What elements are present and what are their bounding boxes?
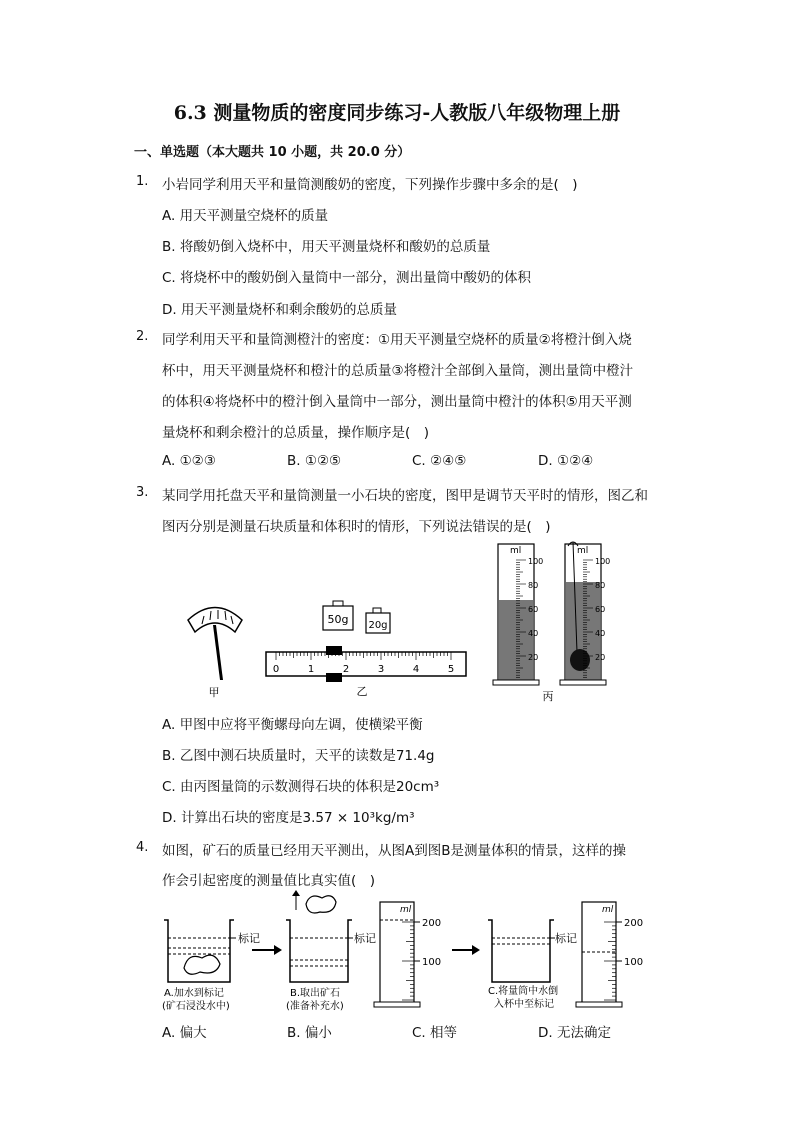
- cylinder-before: [493, 544, 543, 685]
- question-number: 2.: [136, 329, 149, 344]
- option-c: C. ②④⑤: [412, 453, 467, 469]
- svg-text:20g: 20g: [368, 620, 388, 631]
- question-text: 作会引起密度的测量值比真实值( ): [162, 873, 376, 889]
- question-text: 如图，矿石的质量已经用天平测出，从图A到图B是测量体积的情景，这样的操: [162, 843, 626, 859]
- label-jia: 甲: [208, 686, 220, 699]
- question-text: 小岩同学利用天平和量筒测酸奶的密度，下列操作步骤中多余的是( ): [162, 177, 578, 193]
- question-text: 某同学用托盘天平和量筒测量一小石块的密度，图甲是调节天平时的情形，图乙和: [162, 488, 648, 504]
- option-a: A. 用天平测量空烧杯的质量: [162, 208, 329, 224]
- svg-text:100: 100: [422, 957, 442, 968]
- svg-text:100: 100: [624, 957, 644, 968]
- beaker-c: [488, 920, 577, 1010]
- cylinder-tick-label: 20: [528, 653, 539, 662]
- question-text: 的体积④将烧杯中的橙汁倒入量筒中一部分，测出量筒中橙汁的体积⑤用天平测: [162, 394, 632, 410]
- svg-text:(矿石浸没水中): (矿石浸没水中): [162, 1001, 230, 1012]
- scale-tick-label: 3: [377, 664, 385, 675]
- svg-text:200: 200: [422, 918, 442, 929]
- cylinder-with-stone: [560, 542, 610, 685]
- beaker-a: [162, 920, 260, 1012]
- question-text: 杯中，用天平测量烧杯和橙汁的总质量③将橙汁全部倒入量筒，测出量筒中橙汁: [162, 363, 634, 379]
- svg-text:A.加水到标记: A.加水到标记: [164, 988, 224, 999]
- scale-tick-label: 0: [272, 664, 280, 675]
- option-a: A. 甲图中应将平衡螺母向左调，使横梁平衡: [162, 717, 423, 733]
- svg-text:ml: ml: [602, 905, 614, 915]
- option-b: B. 将酸奶倒入烧杯中，用天平测量烧杯和酸奶的总质量: [162, 239, 491, 255]
- option-d: D. 用天平测量烧杯和剩余酸奶的总质量: [162, 302, 397, 318]
- svg-text:B.取出矿石: B.取出矿石: [290, 988, 341, 999]
- svg-text:200: 200: [624, 918, 644, 929]
- option-d: D. ①②④: [538, 453, 594, 469]
- cylinder-tick-label: 60: [595, 605, 606, 614]
- option-d: D. 计算出石块的密度是3.57 × 10³kg/m³: [162, 810, 415, 826]
- option-c: C. 相等: [412, 1025, 458, 1041]
- svg-text:入杯中至标记: 入杯中至标记: [494, 999, 554, 1010]
- svg-text:ml: ml: [577, 546, 589, 556]
- svg-text:C.将量筒中水倒: C.将量筒中水倒: [488, 986, 559, 997]
- svg-text:ml: ml: [510, 546, 522, 556]
- cylinder-tick-label: 100: [528, 557, 544, 566]
- scale-tick-label: 4: [412, 664, 420, 675]
- option-a: A. ①②③: [162, 453, 216, 469]
- beaker-b: [286, 890, 376, 1012]
- section-heading: 一、单选题（本大题共 10 小题，共 20.0 分）: [134, 145, 411, 160]
- question-number: 3.: [136, 485, 149, 500]
- cylinder-tick-label: 40: [528, 629, 539, 638]
- cylinder-tick-label: 60: [528, 605, 539, 614]
- scale-tick-label: 1: [307, 664, 315, 675]
- question-text: 同学利用天平和量筒测橙汁的密度：①用天平测量空烧杯的质量②将橙汁倒入烧: [162, 332, 632, 348]
- svg-text:标记: 标记: [354, 932, 376, 945]
- figure-balance-cylinder: [180, 540, 620, 705]
- scale-tick-label: 2: [342, 664, 350, 675]
- weight-50g: [323, 601, 353, 630]
- cylinder-2: [576, 902, 643, 1007]
- question-number: 4.: [136, 840, 149, 855]
- arrow-right-icon: [252, 945, 282, 955]
- ore-stone: [184, 955, 220, 974]
- cylinder-tick-label: 80: [595, 581, 606, 590]
- balance-pointer-diagram: [188, 608, 242, 681]
- beam-scale: [266, 646, 466, 682]
- svg-text:标记: 标记: [238, 932, 260, 945]
- cylinder-tick-label: 20: [595, 653, 606, 662]
- cylinder-tick-label: 100: [595, 557, 611, 566]
- option-c: C. 将烧杯中的酸奶倒入量筒中一部分，测出量筒中酸奶的体积: [162, 270, 532, 286]
- label-yi: 乙: [356, 685, 368, 698]
- svg-text:标记: 标记: [555, 932, 577, 945]
- cylinder-tick-label: 80: [528, 581, 539, 590]
- svg-text:(准备补充水): (准备补充水): [286, 1001, 344, 1012]
- figure-ore-volume: [150, 890, 670, 1015]
- scale-tick-label: 5: [447, 664, 455, 675]
- cylinder-tick-label: 40: [595, 629, 606, 638]
- cylinder-1: [374, 902, 441, 1007]
- option-b: B. 乙图中测石块质量时，天平的读数是71.4g: [162, 748, 435, 764]
- option-d: D. 无法确定: [538, 1025, 611, 1041]
- question-text: 图丙分别是测量石块质量和体积时的情形，下列说法错误的是( ): [162, 519, 551, 535]
- label-bing: 丙: [542, 690, 554, 703]
- option-b: B. 偏小: [287, 1025, 332, 1041]
- option-a: A. 偏大: [162, 1025, 207, 1041]
- svg-text:50g: 50g: [327, 613, 349, 626]
- option-c: C. 由丙图量筒的示数测得石块的体积是20cm³: [162, 779, 440, 795]
- arrow-up-icon: [292, 890, 300, 896]
- question-text: 量烧杯和剩余橙汁的总质量，操作顺序是( ): [162, 425, 430, 441]
- weight-20g: [366, 608, 390, 633]
- svg-text:ml: ml: [400, 905, 412, 915]
- arrow-right-icon: [452, 945, 480, 955]
- ore-stone: [306, 896, 336, 913]
- question-number: 1.: [136, 174, 149, 189]
- page-title: 6.3 测量物质的密度同步练习-人教版八年级物理上册: [173, 102, 621, 124]
- option-b: B. ①②⑤: [287, 453, 342, 469]
